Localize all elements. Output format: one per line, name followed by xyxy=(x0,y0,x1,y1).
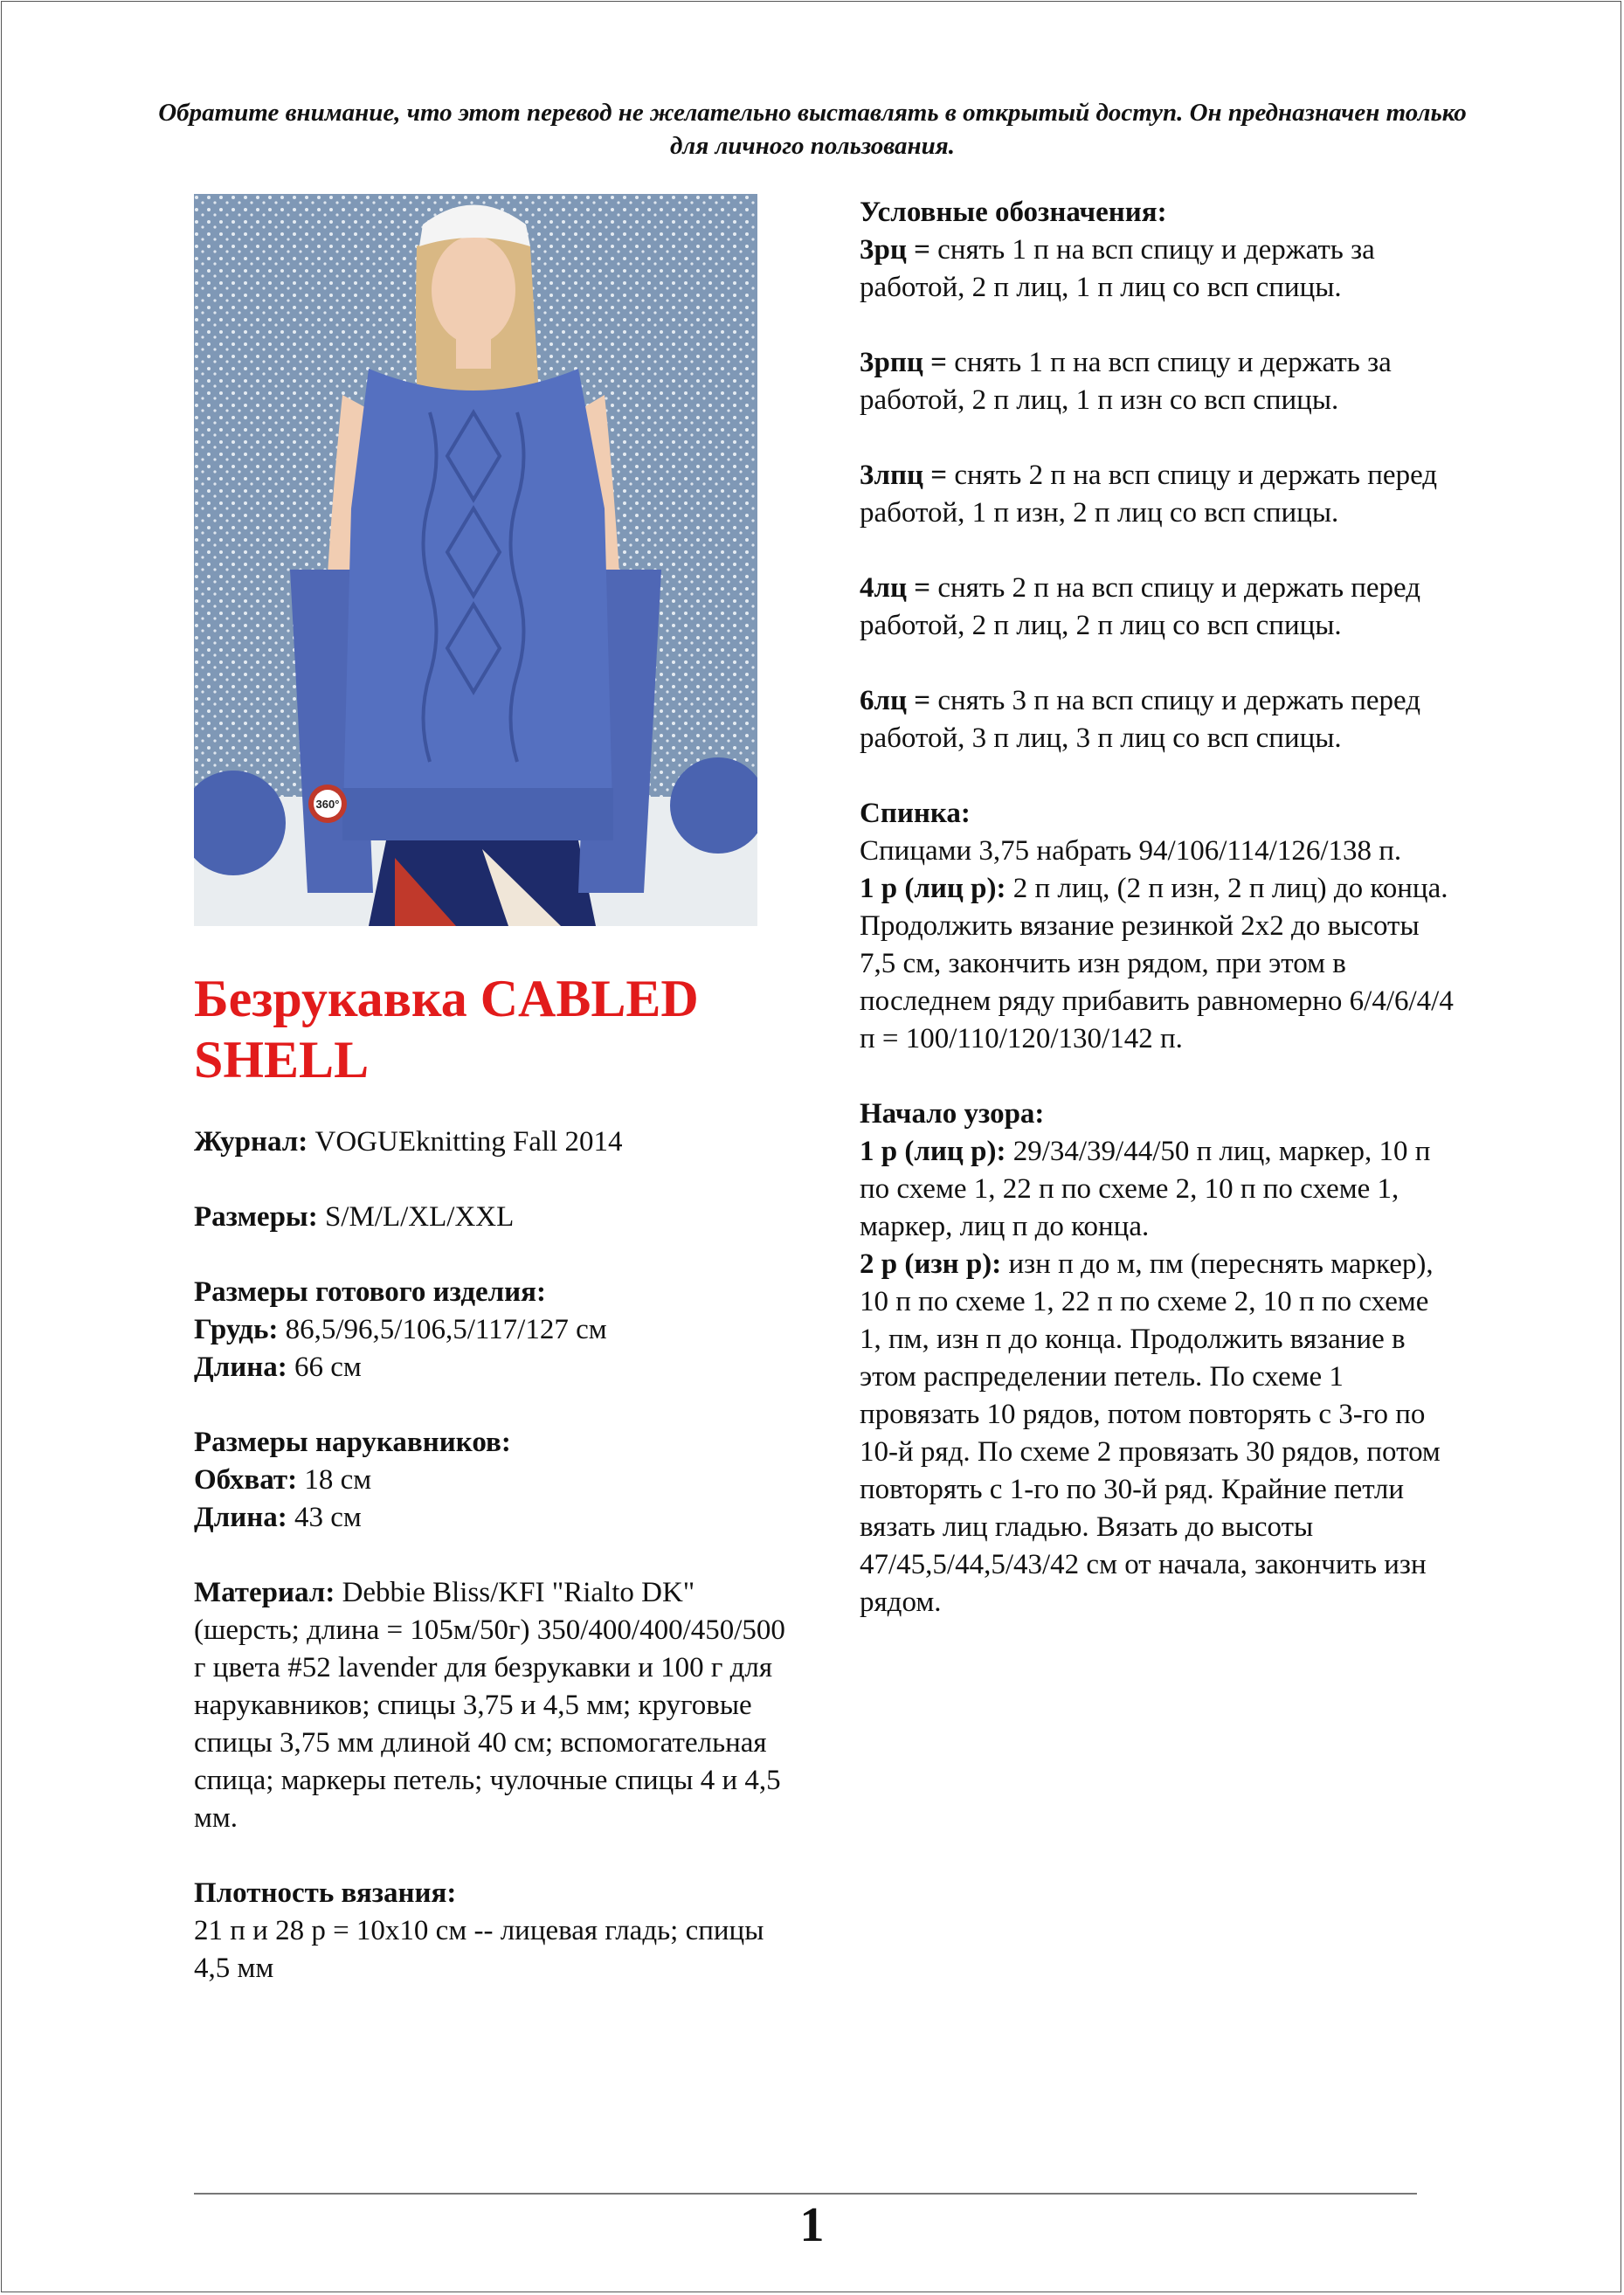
legend-desc: снять 2 п на всп спицу и держать перед работой, 1 п изн, 2 п лиц со всп спицы. xyxy=(860,460,1438,529)
circumference-label: Обхват: xyxy=(194,1464,298,1496)
legend-desc: снять 1 п на всп спицу и держать за работой, 2 п лиц, 1 п лиц со всп спицы. xyxy=(860,234,1375,303)
badge-label: 360° xyxy=(315,798,340,811)
pattern-section xyxy=(860,1096,1454,1621)
journal-block xyxy=(194,1123,788,1161)
back-cast-on: Спицами 3,75 набрать 94/106/114/126/138 п. xyxy=(860,835,1402,867)
pattern-row1-label: 1 р (лиц р): xyxy=(860,1136,1006,1167)
chest-value: 86,5/96,5/106,5/117/127 см xyxy=(278,1314,607,1345)
legend-item xyxy=(860,457,1454,532)
length-label: Длина: xyxy=(194,1351,287,1383)
gauge-block xyxy=(194,1875,788,1987)
notice-text: Обратите внимание, что этот перевод не желательно выставлять в открытый доступ. Он предназначен только для личного пользования. xyxy=(158,99,1467,160)
sizes-label: Размеры: xyxy=(194,1201,318,1233)
footer-divider xyxy=(194,2193,1417,2195)
legend-desc: снять 1 п на всп спицу и держать за работой, 2 п лиц, 1 п изн со всп спицы. xyxy=(860,347,1392,416)
legend-term: 3рпц = xyxy=(860,347,947,378)
back-row1-label: 1 р (лиц р): xyxy=(860,873,1006,904)
left-column xyxy=(194,968,788,2025)
legend-desc: снять 3 п на всп спицу и держать перед работой, 3 п лиц, 3 п лиц со всп спицы. xyxy=(860,685,1421,754)
sizes-block xyxy=(194,1199,788,1236)
pattern-row2-label: 2 р (изн р): xyxy=(860,1248,1002,1280)
pattern-row1-text: 29/34/39/44/50 п лиц, маркер, 10 п по схеме 1, 22 п по схеме 2, 10 п по схеме 1, маркер, лиц п до конца. xyxy=(860,1136,1431,1242)
page-number: 1 xyxy=(799,2198,825,2252)
finished-sizes-heading: Размеры готового изделия: xyxy=(194,1276,547,1308)
legend-term: 6лц = xyxy=(860,685,931,716)
legend-term: 3рц = xyxy=(860,234,930,266)
sizes-value: S/M/L/XL/XXL xyxy=(317,1201,515,1233)
legend-term: 3лпц = xyxy=(860,460,948,491)
cuff-sizes-block xyxy=(194,1424,788,1537)
right-column xyxy=(860,194,1454,1659)
chest-label: Грудь: xyxy=(194,1314,279,1345)
gauge-heading: Плотность вязания: xyxy=(194,1877,457,1909)
legend-item xyxy=(860,682,1454,757)
page-title: Безрукавка CABLED SHELL xyxy=(194,970,699,1089)
legend-heading-block xyxy=(860,194,1454,232)
cuff-length-label: Длина: xyxy=(194,1502,287,1533)
finished-sizes-block xyxy=(194,1274,788,1386)
back-row1-text: 2 п лиц, (2 п изн, 2 п лиц) до конца. xyxy=(1005,873,1448,904)
material-label: Материал: xyxy=(194,1577,335,1608)
legend-desc: снять 2 п на всп спицу и держать перед работой, 2 п лиц, 2 п лиц со всп спицы. xyxy=(860,572,1421,641)
legend-heading: Условные обозначения: xyxy=(860,197,1167,228)
pattern-row2-text: изн п до м, пм (переснять маркер), 10 п по схеме 1, 22 п по схеме 2, 10 п по схеме 1, пм, изн п до конца. Продолжить вязание в этом распределении петель. По схеме 1 провязать 10 рядов, потом повторять с 3-го по 10-й ряд. По схеме 2 провязать 30 рядов, потом повторять с 1-го по 30-й ряд. Крайние петли вязать лиц гладью. Вязать до высоты 47/45,5/44,5/43/42 см от начала, закончить изн рядом. xyxy=(860,1248,1441,1618)
material-value: Debbie Bliss/KFI "Rialto DK" (шерсть; длина = 105м/50г) 350/400/400/450/500 г цвета #52 lavender для безрукавки и 100 г для нарукавников; спицы 3,75 и 4,5 мм; круговые спицы 3,75 мм длиной 40 см; вспомогательная спица; маркеры петель; чулочные спицы 4 и 4,5 мм. xyxy=(194,1577,785,1834)
circumference-value: 18 см xyxy=(297,1464,372,1496)
product-photo xyxy=(194,194,757,926)
legend-term: 4лц = xyxy=(860,572,931,604)
journal-label: Журнал: xyxy=(194,1126,308,1158)
legend-item xyxy=(860,232,1454,307)
legend-item xyxy=(860,344,1454,419)
back-section xyxy=(860,795,1454,1058)
cuff-sizes-heading: Размеры нарукавников: xyxy=(194,1427,511,1458)
back-continue-text: Продолжить вязание резинкой 2x2 до высоты 7,5 см, закончить изн рядом, при этом в последнем ряду прибавить равномерно 6/4/6/4/4 п = 100/110/120/130/142 п. xyxy=(860,910,1454,1054)
length-value: 66 см xyxy=(287,1351,362,1383)
material-block xyxy=(194,1574,788,1837)
pattern-heading: Начало узора: xyxy=(860,1098,1045,1130)
cuff-length-value: 43 см xyxy=(287,1502,362,1533)
gauge-value: 21 п и 28 р = 10x10 см -- лицевая гладь; спицы 4,5 мм xyxy=(194,1915,764,1984)
back-heading: Спинка: xyxy=(860,798,971,829)
legend-item xyxy=(860,570,1454,645)
journal-value: VOGUEknitting Fall 2014 xyxy=(308,1126,623,1158)
